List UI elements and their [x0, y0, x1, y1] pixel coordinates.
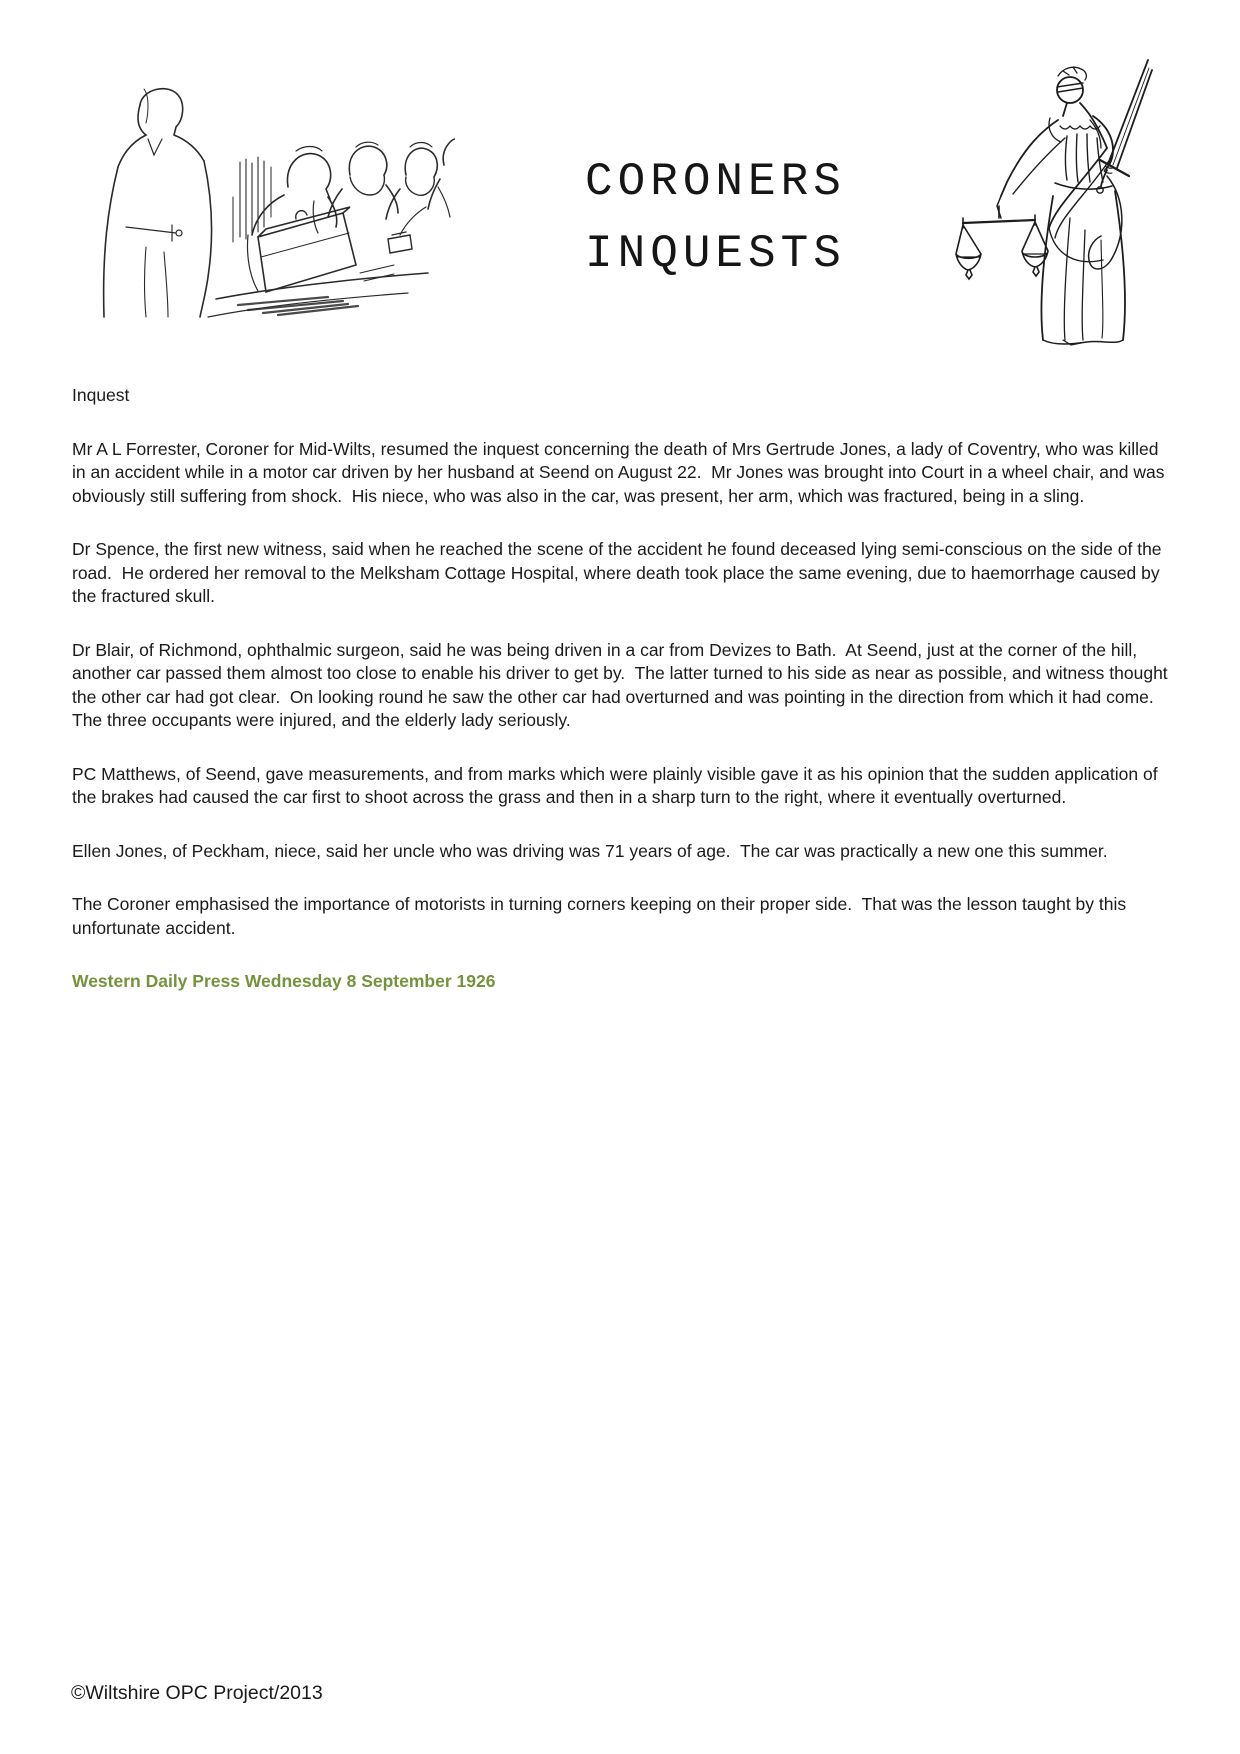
paragraph-ellen-jones: Ellen Jones, of Peckham, niece, said her uncle who was driving was 71 years of age. The car was practically a new one this summer.	[72, 840, 1108, 861]
courtroom-illustration	[88, 66, 455, 318]
title-line-2: INQUESTS	[585, 228, 846, 280]
paragraph-dr-blair: Dr Blair, of Richmond, ophthalmic surgeon, said he was being driven in a car from Devizes to Bath. At Seend, just at the corner of the hill, another car passed them almost too close to enable his driver to get by. The latter turned to his side as near as possible, and witness thought the other car had got clear. On looking round he saw the other car had overturned and was pointing in the direction from which it had come. The three occupants were injured, and the elderly lady seriously.	[72, 639, 1173, 730]
paragraph-inquest-resumed: Mr A L Forrester, Coroner for Mid-Wilts, resumed the inquest concerning the death of Mrs Gertrude Jones, a lady of Coventry, who was killed in an accident while in a motor car driven by her husband at Seend on August 22. Mr Jones was brought into Court in a wheel chair, and was obviously still suffering from shock. His niece, who was also in the car, was present, her arm, which was fractured, being in a sling.	[72, 438, 1170, 506]
courtroom-sketch-icon	[88, 66, 455, 318]
paragraph-dr-spence: Dr Spence, the first new witness, said when he reached the scene of the accident he found deceased lying semi-conscious on the side of the road. He ordered her removal to the Melksham Cottage Hospital, where death took place the same evening, due to haemorrhage caused by the fractured skull.	[72, 539, 1167, 606]
scales-icon	[956, 206, 1048, 279]
source-citation: Western Daily Press Wednesday 8 September 1926	[72, 971, 496, 991]
paragraph-coroner-summary: The Coroner emphasised the importance of motorists in turning corners keeping on their proper side. That was the lesson taught by this unfortunate accident.	[72, 894, 1132, 938]
article-heading: Inquest	[72, 385, 130, 405]
lady-justice-illustration	[955, 58, 1160, 348]
paragraph-pc-matthews: PC Matthews, of Seend, gave measurements, and from marks which were plainly visible gave it as his opinion that the sudden application of the brakes had caused the car first to shoot across the grass and then in a sharp turn to the right, where it eventually overturned.	[72, 763, 1163, 807]
page-title	[585, 146, 846, 290]
lady-justice-icon	[955, 58, 1160, 348]
blindfold-icon	[1057, 83, 1083, 92]
title-line-1: CORONERS	[585, 156, 846, 208]
copyright-footer: ©Wiltshire OPC Project/2013	[71, 1682, 323, 1704]
article-body	[72, 384, 1173, 994]
